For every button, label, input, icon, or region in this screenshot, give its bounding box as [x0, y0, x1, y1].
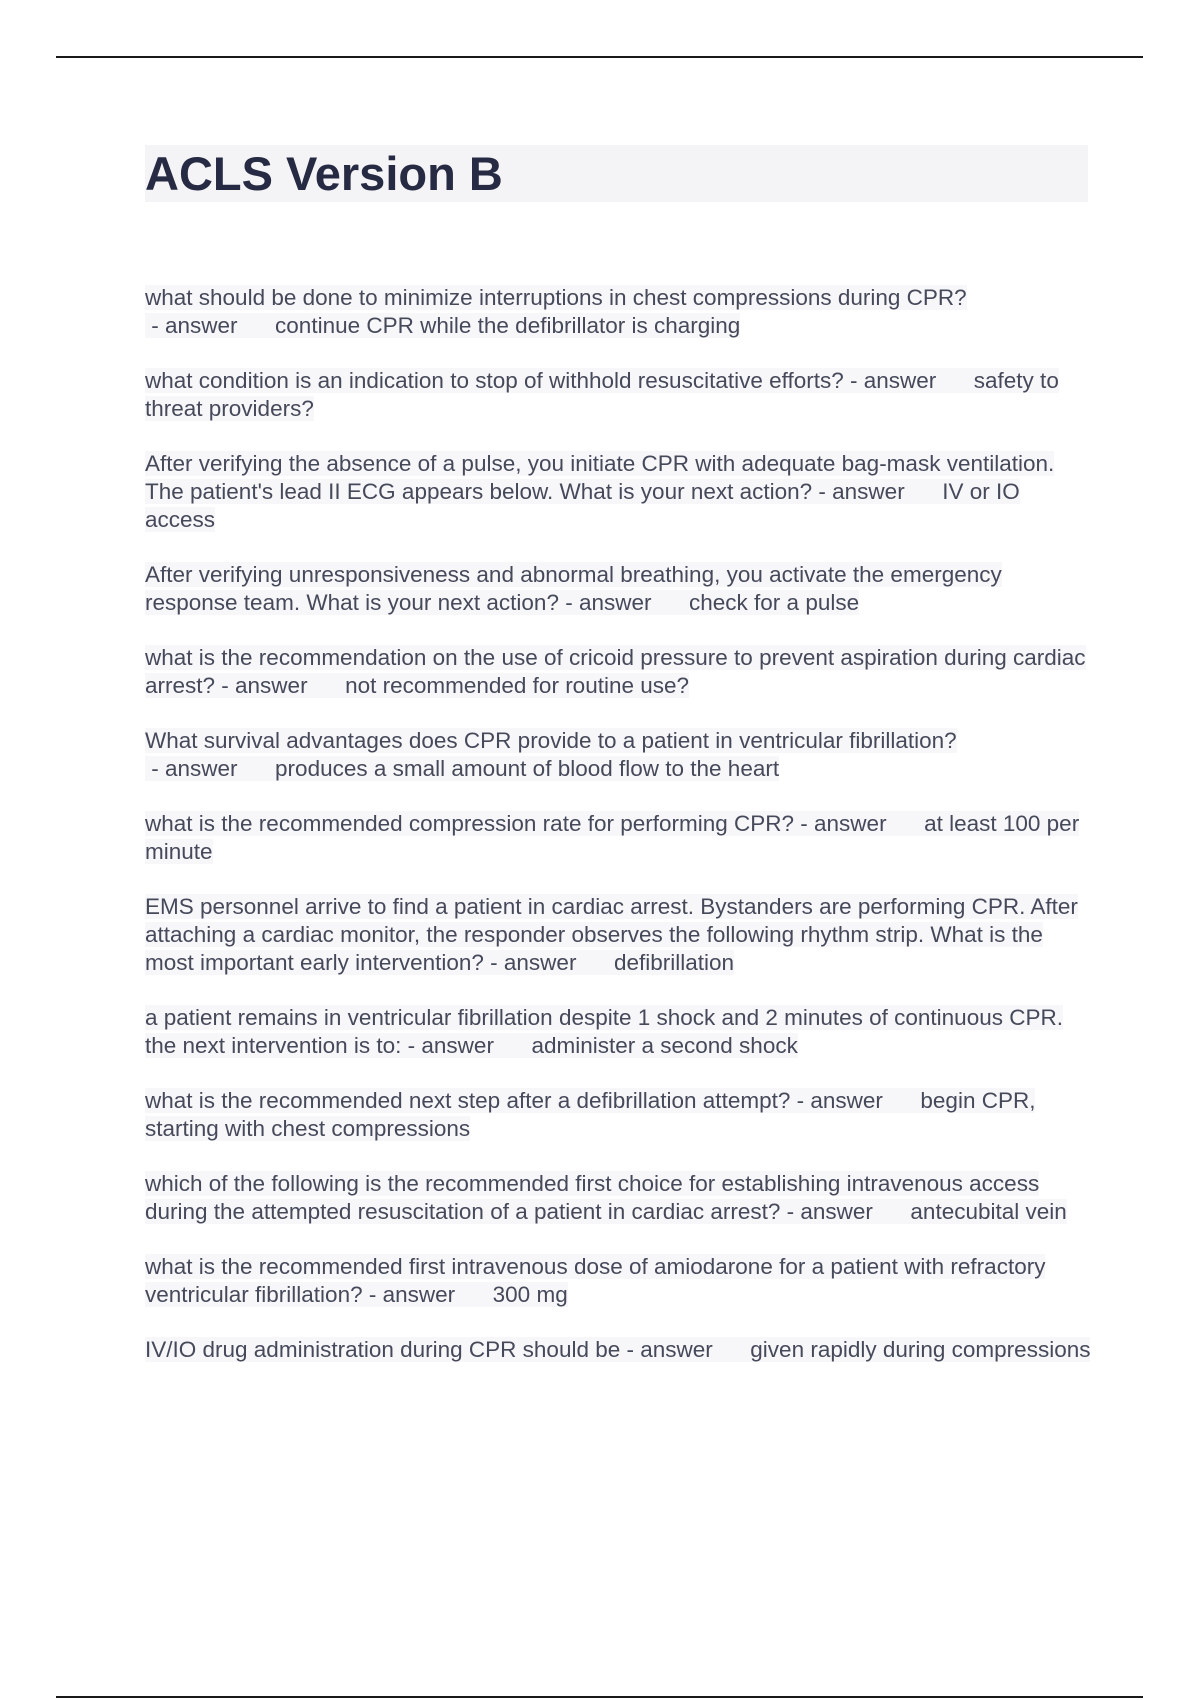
- question-text: What survival advantages does CPR provide to a patient in ventricular fibrillation?: [145, 728, 957, 753]
- bottom-rule: [56, 1696, 1143, 1698]
- question-text: what is the recommendation on the use of cricoid pressure to prevent aspiration during cardiac arrest?: [145, 645, 1086, 698]
- qa-item: [145, 1170, 1095, 1226]
- qa-item: [145, 1087, 1095, 1143]
- answer-text: continue CPR while the defibrillator is charging: [275, 313, 741, 338]
- qa-list: [145, 284, 1095, 1391]
- answer-text: check for a pulse: [689, 590, 860, 615]
- answer-text: produces a small amount of blood flow to the heart: [275, 756, 780, 781]
- answer-text: at least 100 per minute: [145, 811, 1080, 864]
- question-text: a patient remains in ventricular fibrillation despite 1 shock and 2 minutes of continuous CPR. the next intervention is to:: [145, 1005, 1063, 1058]
- question-text: what is the recommended compression rate for performing CPR?: [145, 811, 795, 836]
- answer-separator: - answer: [790, 1088, 921, 1113]
- answer-text: given rapidly during compressions: [750, 1337, 1091, 1362]
- question-text: After verifying the absence of a pulse, you initiate CPR with adequate bag-mask ventilation. The patient's lead II ECG appears below. What is your next action?: [145, 451, 1055, 504]
- qa-item: [145, 1004, 1095, 1060]
- answer-text: 300 mg: [492, 1282, 568, 1307]
- qa-item: [145, 727, 1095, 783]
- question-text: what is the recommended first intravenous dose of amiodarone for a patient with refractory ventricular fibrillation?: [145, 1254, 1046, 1307]
- answer-separator: - answer: [145, 756, 276, 781]
- page-title: ACLS Version B: [145, 147, 503, 200]
- question-text: what condition is an indication to stop of withhold resuscitative efforts?: [145, 368, 844, 393]
- answer-text: antecubital vein: [910, 1199, 1067, 1224]
- qa-item: [145, 1253, 1095, 1309]
- answer-separator: - answer: [483, 950, 614, 975]
- question-text: what is the recommended next step after a defibrillation attempt?: [145, 1088, 791, 1113]
- answer-text: begin CPR, starting with chest compressions: [145, 1088, 1036, 1141]
- answer-separator: - answer: [215, 673, 346, 698]
- qa-item: [145, 1336, 1095, 1364]
- qa-item: [145, 367, 1095, 423]
- question-text: IV/IO drug administration during CPR should be: [145, 1337, 621, 1362]
- question-text: which of the following is the recommended first choice for establishing intravenous access during the attempted resuscitation of a patient in cardiac arrest?: [145, 1171, 1040, 1224]
- qa-item: [145, 893, 1095, 977]
- answer-separator: - answer: [145, 313, 276, 338]
- qa-item: [145, 644, 1095, 700]
- answer-separator: - answer: [812, 479, 943, 504]
- answer-separator: - answer: [843, 368, 974, 393]
- answer-separator: - answer: [362, 1282, 493, 1307]
- answer-separator: - answer: [780, 1199, 911, 1224]
- answer-text: IV or IO access: [145, 479, 1020, 532]
- answer-separator: - answer: [620, 1337, 751, 1362]
- question-text: what should be done to minimize interruptions in chest compressions during CPR?: [145, 285, 967, 310]
- qa-item: [145, 561, 1095, 617]
- answer-text: safety to threat providers?: [145, 368, 1059, 421]
- qa-item: [145, 810, 1095, 866]
- answer-text: administer a second shock: [531, 1033, 798, 1058]
- answer-text: not recommended for routine use?: [345, 673, 690, 698]
- question-text: EMS personnel arrive to find a patient in cardiac arrest. Bystanders are performing CPR. After attaching a cardiac monitor, the responder observes the following rhythm strip. What is the most important early intervention?: [145, 894, 1078, 975]
- answer-separator: - answer: [794, 811, 925, 836]
- answer-text: defibrillation: [613, 950, 735, 975]
- top-rule: [56, 56, 1143, 58]
- question-text: After verifying unresponsiveness and abnormal breathing, you activate the emergency response team. What is your next action?: [145, 562, 1002, 615]
- qa-item: [145, 284, 1095, 340]
- qa-item: [145, 450, 1095, 534]
- answer-separator: - answer: [401, 1033, 532, 1058]
- answer-separator: - answer: [558, 590, 690, 615]
